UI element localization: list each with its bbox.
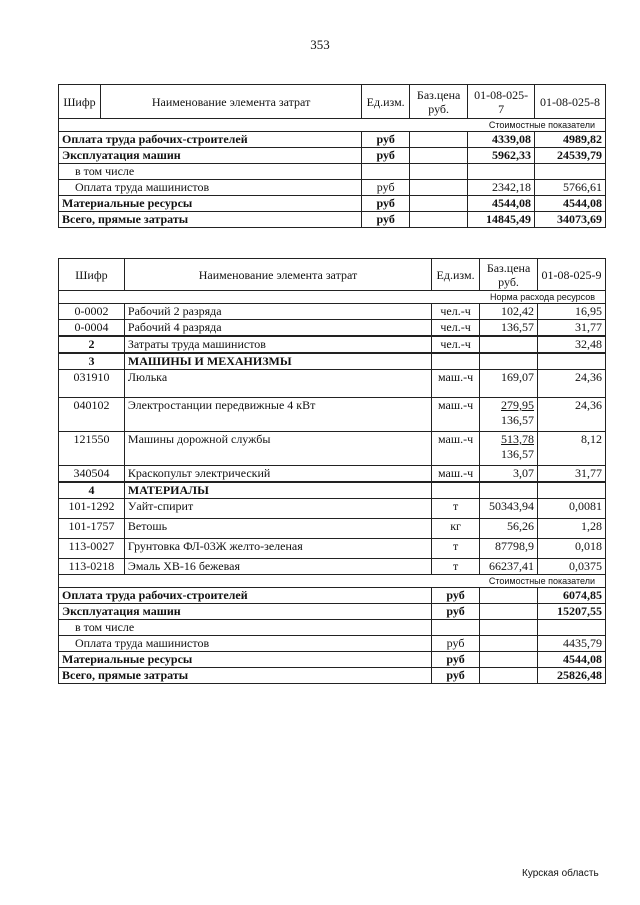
total-value — [538, 620, 606, 636]
row-empty — [410, 148, 468, 164]
total-value: 6074,85 — [538, 588, 606, 604]
row-code: 113-0027 — [59, 539, 125, 559]
row-price: 87798,9 — [480, 539, 538, 559]
header-name: Наименование элемента затрат — [100, 85, 361, 119]
row-empty — [410, 164, 468, 180]
row-value: 1,28 — [538, 519, 606, 539]
row-code: 340504 — [59, 466, 125, 483]
total-empty — [480, 652, 538, 668]
header-col2: 01-08-025-8 — [535, 85, 606, 119]
row-unit: чел.-ч — [432, 304, 480, 320]
row-unit: т — [432, 499, 480, 519]
row-name: МАТЕРИАЛЫ — [124, 482, 431, 499]
row-price-secondary: 136,57 — [501, 447, 535, 461]
row-price-main: 279,95 — [501, 398, 535, 412]
table-row — [59, 180, 606, 196]
row-name: Оплата труда машинистов — [59, 180, 362, 196]
row-code: 040102 — [59, 398, 125, 432]
row-price — [480, 432, 538, 466]
table-row — [59, 304, 606, 320]
cost-table-1 — [58, 84, 606, 228]
row-empty — [410, 196, 468, 212]
total-unit: руб — [432, 604, 480, 620]
row-name: Ветошь — [124, 519, 431, 539]
row-price: 50343,94 — [480, 499, 538, 519]
row-price — [480, 353, 538, 370]
row-price — [480, 482, 538, 499]
total-empty — [480, 668, 538, 684]
row-unit: руб — [362, 180, 410, 196]
table-row — [59, 620, 606, 636]
header-code: Шифр — [59, 85, 101, 119]
row-empty — [410, 180, 468, 196]
total-value: 4544,08 — [538, 652, 606, 668]
row-value: 2342,18 — [468, 180, 535, 196]
header-code: Шифр — [59, 259, 125, 291]
total-value: 25826,48 — [538, 668, 606, 684]
row-unit: кг — [432, 519, 480, 539]
row-code: 031910 — [59, 370, 125, 398]
row-value: 0,0081 — [538, 499, 606, 519]
row-value: 4339,08 — [468, 132, 535, 148]
row-name: Люлька — [124, 370, 431, 398]
row-unit: руб — [362, 196, 410, 212]
total-unit: руб — [432, 668, 480, 684]
row-value: 0,0375 — [538, 559, 606, 575]
table-row — [59, 668, 606, 684]
row-value: 14845,49 — [468, 212, 535, 228]
row-unit: руб — [362, 212, 410, 228]
row-code: 101-1292 — [59, 499, 125, 519]
row-unit — [432, 353, 480, 370]
row-code: 0-0004 — [59, 320, 125, 337]
table-row — [59, 398, 606, 432]
row-price-main: 513,78 — [501, 432, 535, 446]
row-value — [538, 482, 606, 499]
row-unit: маш.-ч — [432, 432, 480, 466]
total-name: Эксплуатация машин — [59, 604, 432, 620]
total-empty — [480, 604, 538, 620]
subheader: Стоимостные показатели — [59, 575, 606, 588]
row-name: Машины дорожной службы — [124, 432, 431, 466]
row-price: 169,07 — [480, 370, 538, 398]
row-empty — [410, 132, 468, 148]
table-row — [59, 652, 606, 668]
total-name: в том числе — [59, 620, 432, 636]
total-unit: руб — [432, 636, 480, 652]
row-name: Грунтовка ФЛ-03Ж желто-зеленая — [124, 539, 431, 559]
table-row — [59, 132, 606, 148]
row-code: 3 — [59, 353, 125, 370]
row-value — [535, 164, 606, 180]
row-name: в том числе — [59, 164, 362, 180]
row-code: 4 — [59, 482, 125, 499]
total-empty — [480, 620, 538, 636]
row-value: 24,36 — [538, 398, 606, 432]
table-row — [59, 539, 606, 559]
row-unit: т — [432, 539, 480, 559]
row-price: 3,07 — [480, 466, 538, 483]
table-row — [59, 353, 606, 370]
total-name: Всего, прямые затраты — [59, 668, 432, 684]
row-value: 32,48 — [538, 336, 606, 353]
subheader: Норма расхода ресурсов — [59, 291, 606, 304]
row-name: Электростанции передвижные 4 кВт — [124, 398, 431, 432]
row-value — [538, 353, 606, 370]
table-row — [59, 148, 606, 164]
row-unit: чел.-ч — [432, 320, 480, 337]
row-unit: т — [432, 559, 480, 575]
header-name: Наименование элемента затрат — [124, 259, 431, 291]
row-value: 4544,08 — [468, 196, 535, 212]
region-footer: Курская область — [522, 868, 599, 879]
row-name: МАШИНЫ И МЕХАНИЗМЫ — [124, 353, 431, 370]
header-col1: 01-08-025-9 — [538, 259, 606, 291]
row-value: 4989,82 — [535, 132, 606, 148]
table-row — [59, 499, 606, 519]
row-price-secondary: 136,57 — [501, 413, 535, 427]
table-row — [59, 432, 606, 466]
row-unit: маш.-ч — [432, 370, 480, 398]
row-value: 4544,08 — [535, 196, 606, 212]
row-value — [468, 164, 535, 180]
header-base-price: Баз.цена руб. — [480, 259, 538, 291]
row-value: 8,12 — [538, 432, 606, 466]
row-name: Затраты труда машинистов — [124, 336, 431, 353]
row-value: 24,36 — [538, 370, 606, 398]
row-unit: руб — [362, 148, 410, 164]
row-code: 2 — [59, 336, 125, 353]
subheader: Стоимостные показатели — [59, 119, 606, 132]
row-value: 24539,79 — [535, 148, 606, 164]
table-row — [59, 336, 606, 353]
row-unit — [432, 482, 480, 499]
row-value: 0,018 — [538, 539, 606, 559]
row-name: Рабочий 2 разряда — [124, 304, 431, 320]
table-row — [59, 164, 606, 180]
page-number: 353 — [310, 37, 330, 52]
row-value: 5962,33 — [468, 148, 535, 164]
total-unit: руб — [432, 652, 480, 668]
row-value: 5766,61 — [535, 180, 606, 196]
row-name: Оплата труда рабочих-строителей — [59, 132, 362, 148]
row-code: 121550 — [59, 432, 125, 466]
total-name: Оплата труда машинистов — [59, 636, 432, 652]
table-row — [59, 559, 606, 575]
row-name: Уайт-спирит — [124, 499, 431, 519]
row-code: 113-0218 — [59, 559, 125, 575]
row-name: Эмаль ХВ-16 бежевая — [124, 559, 431, 575]
table-row — [59, 196, 606, 212]
table-row — [59, 604, 606, 620]
header-unit: Ед.изм. — [432, 259, 480, 291]
row-price — [480, 398, 538, 432]
row-code: 0-0002 — [59, 304, 125, 320]
total-name: Материальные ресурсы — [59, 652, 432, 668]
table-row — [59, 370, 606, 398]
row-price — [480, 336, 538, 353]
total-empty — [480, 636, 538, 652]
table-row — [59, 320, 606, 337]
row-unit: маш.-ч — [432, 466, 480, 483]
total-value: 4435,79 — [538, 636, 606, 652]
row-code: 101-1757 — [59, 519, 125, 539]
cost-table-2 — [58, 258, 606, 684]
header-base-price: Баз.цена руб. — [410, 85, 468, 119]
table-row — [59, 588, 606, 604]
row-unit — [362, 164, 410, 180]
row-value: 31,77 — [538, 320, 606, 337]
total-name: Оплата труда рабочих-строителей — [59, 588, 432, 604]
table-row — [59, 636, 606, 652]
row-value: 16,95 — [538, 304, 606, 320]
row-value: 34073,69 — [535, 212, 606, 228]
row-name: Материальные ресурсы — [59, 196, 362, 212]
table-row — [59, 212, 606, 228]
total-value: 15207,55 — [538, 604, 606, 620]
row-value: 31,77 — [538, 466, 606, 483]
table-row — [59, 482, 606, 499]
row-price: 136,57 — [480, 320, 538, 337]
row-unit: руб — [362, 132, 410, 148]
table-row — [59, 519, 606, 539]
row-name: Всего, прямые затраты — [59, 212, 362, 228]
header-col1: 01-08-025-7 — [468, 85, 535, 119]
row-unit: маш.-ч — [432, 398, 480, 432]
row-name: Краскопульт электрический — [124, 466, 431, 483]
total-empty — [480, 588, 538, 604]
row-name: Эксплуатация машин — [59, 148, 362, 164]
header-unit: Ед.изм. — [362, 85, 410, 119]
total-unit: руб — [432, 588, 480, 604]
table-row — [59, 466, 606, 483]
row-price: 56,26 — [480, 519, 538, 539]
row-name: Рабочий 4 разряда — [124, 320, 431, 337]
total-unit — [432, 620, 480, 636]
row-unit: чел.-ч — [432, 336, 480, 353]
row-price: 66237,41 — [480, 559, 538, 575]
row-empty — [410, 212, 468, 228]
row-price: 102,42 — [480, 304, 538, 320]
